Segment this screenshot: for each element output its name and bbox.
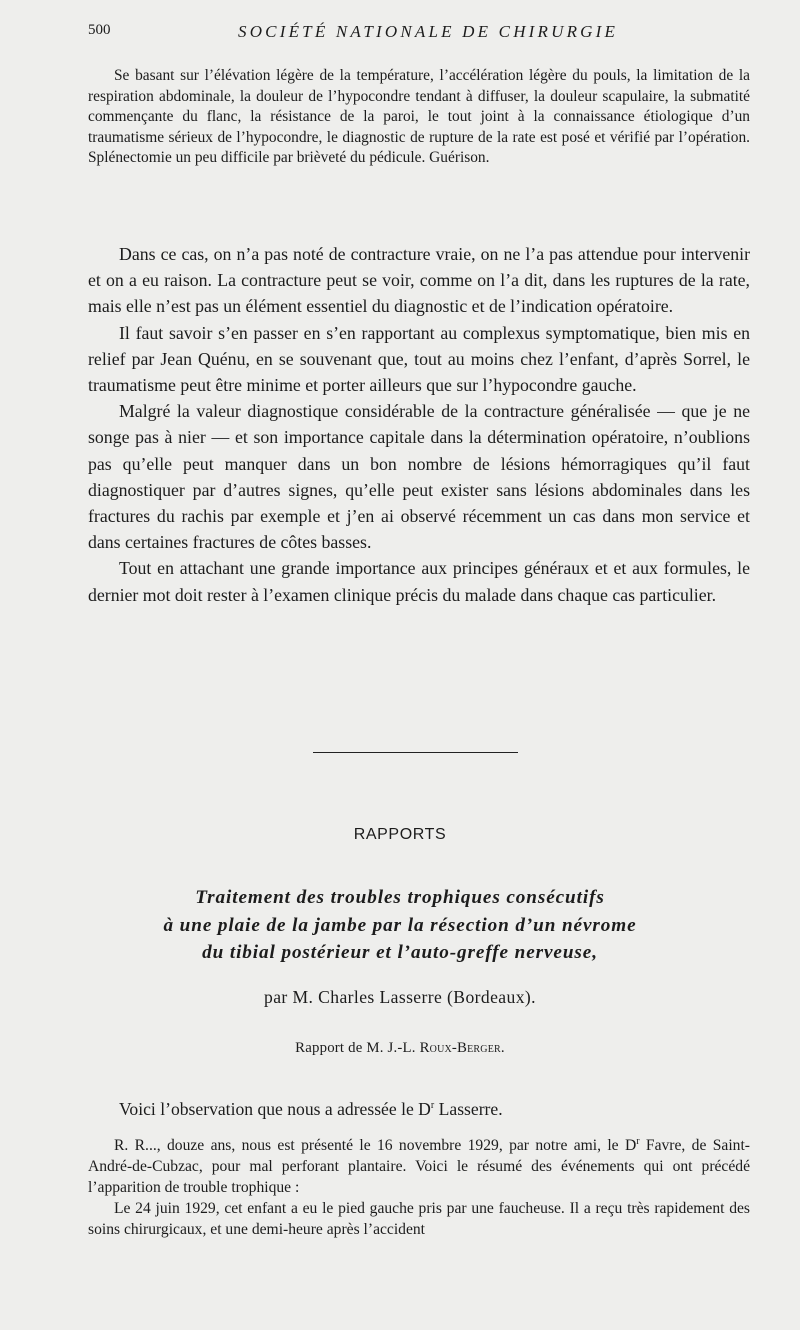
case-summary-block — [88, 66, 750, 169]
report-credit — [0, 1040, 800, 1057]
section-heading: RAPPORTS — [353, 826, 447, 843]
intro-text: Voici l’observation que nous a adressée le D — [119, 1099, 431, 1119]
article-title-line-2: à une plaie de la jambe par la résection d’un névrome — [163, 914, 637, 936]
article-byline: par M. Charles Lasserre (Bordeaux). — [264, 987, 536, 1007]
case-summary-paragraph: Se basant sur l’élévation légère de la température, l’accélération légère du pouls, la limitation de la respiration abdominale, la douleur de l’hypocondre tendant à diffuser, la douleur scapulaire, la submatité commençante du flanc, la résistance de la paroi, le tout joint à la connaissance étiologique d’un traumatisme sérieux de l’hypocondre, le diagnostic de rupture de la rate est posé et vérifié par l’opération. Splénectomie un peu difficile par brièveté du pédicule. Guérison. — [88, 67, 750, 167]
discussion-paragraph-1: Dans ce cas, on n’a pas noté de contracture vraie, on ne l’a pas attendue pour intervenir et on a eu raison. La contracture peut se voir, comme on l’a dit, dans les ruptures de la rate, mais elle n’est pas un élément essentiel du diagnostic et de l’indication opératoire. — [88, 244, 750, 317]
obs1-superscript: r — [636, 1135, 640, 1147]
article-title-line-3: du tibial postérieur et l’auto-greffe nerveuse, — [202, 942, 598, 963]
section-divider — [313, 752, 518, 753]
discussion-paragraph-3: Malgré la valeur diagnostique considérable de la contracture généralisée — que je ne songe pas à nier — et son importance capitale dans la détermination opératoire, n’oublions pas qu’elle peut manquer dans un bon nombre de lésions hémorragiques qu’il faut diagnostiquer par d’autres signes, qu’elle peut exister sans lésions abdominales dans les fractures du rachis par exemple et j’en ai observé récemment un cas dans mon service et dans certaines fractures de côtes basses. — [88, 401, 750, 553]
discussion-block — [88, 241, 750, 608]
report-prefix: Rapport de M. J.-L. — [295, 1040, 420, 1056]
intro-name: Lasserre. — [434, 1099, 503, 1119]
article-title-line-1: Traitement des troubles trophiques consécutifs — [195, 887, 605, 908]
journal-title: SOCIÉTÉ NATIONALE DE CHIRURGIE — [238, 22, 619, 41]
discussion-paragraph-2: Il faut savoir s’en passer en s’en rapportant au complexus symptomatique, bien mis en relief par Jean Quénu, en se souvenant que, tout au moins chez l’enfant, d’après Sorrel, le traumatisme peut être minime et porter ailleurs que sur l’hypocondre gauche. — [88, 322, 750, 396]
obs1-text-b: Favre, de Saint-André-de-Cubzac, pour mal perforant plantaire. Voici le résumé des événements qui ont précédé l’apparition de trouble trophique : — [88, 1137, 750, 1196]
article-title — [0, 884, 800, 967]
observation-paragraph-1 — [88, 1135, 750, 1198]
observation-intro — [88, 1096, 750, 1122]
intro-superscript: r — [430, 1100, 435, 1112]
running-head — [88, 22, 750, 46]
page-number: 500 — [88, 22, 111, 38]
discussion-paragraph-4: Tout en attachant une grande importance aux principes généraux et et aux formules, le dernier mot doit rester à l’examen clinique précis du malade dans chaque cas particulier. — [88, 558, 750, 605]
report-author: Roux-Berger. — [419, 1040, 505, 1056]
intro-paragraph — [88, 1096, 750, 1122]
obs1-text-a: R. R..., douze ans, nous est présenté le 16 novembre 1929, par notre ami, le D — [114, 1137, 637, 1154]
observation-block — [88, 1135, 750, 1240]
observation-paragraph-2: Le 24 juin 1929, cet enfant a eu le pied gauche pris par une faucheuse. Il a reçu très rapidement des soins chirurgicaux, et une demi-heure après l’accident — [88, 1200, 750, 1238]
